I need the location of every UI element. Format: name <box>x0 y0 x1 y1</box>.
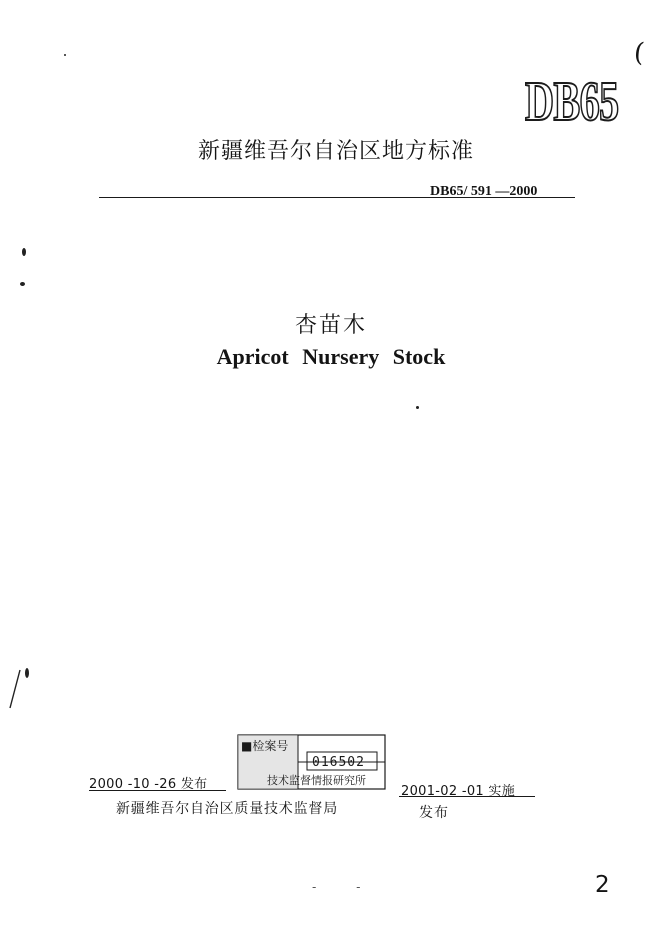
scan-speck <box>20 282 25 286</box>
scan-speck <box>22 248 26 256</box>
issuing-department: 新疆维吾尔自治区质量技术监督局 <box>116 801 338 817</box>
stamp-serial-number: 016502 <box>312 755 365 770</box>
stamp-text-bottom: 技术监督情报研究所 <box>267 774 366 787</box>
scan-stroke-mark <box>4 668 24 712</box>
document-title-chinese: 杏苗木 <box>294 313 367 338</box>
stamp-text-top: ■检案号 <box>241 739 289 753</box>
standard-number: DB65/ 591 —2000 <box>430 184 538 199</box>
publish-label: 发布 <box>419 805 449 821</box>
standard-code-logo: DB65 <box>525 71 619 133</box>
scan-speck <box>25 668 29 678</box>
library-stamp <box>237 734 386 790</box>
handwritten-page-number: 2 <box>595 872 610 898</box>
publish-date-underline <box>89 790 226 791</box>
implement-date: 2001-02 -01 实施 <box>401 784 516 799</box>
publish-date: 2000 -10 -26 发布 <box>89 777 208 792</box>
header-divider <box>99 197 575 198</box>
corner-handwritten-mark: ( <box>632 37 646 69</box>
scan-speck <box>64 54 66 56</box>
implement-date-underline <box>399 796 535 797</box>
issuer-title: 新疆维吾尔自治区地方标准 <box>198 139 475 164</box>
document-title-english: Apricot Nursery Stock <box>216 344 446 369</box>
scan-speck <box>416 406 419 409</box>
bottom-scan-marks: - - <box>312 880 379 894</box>
